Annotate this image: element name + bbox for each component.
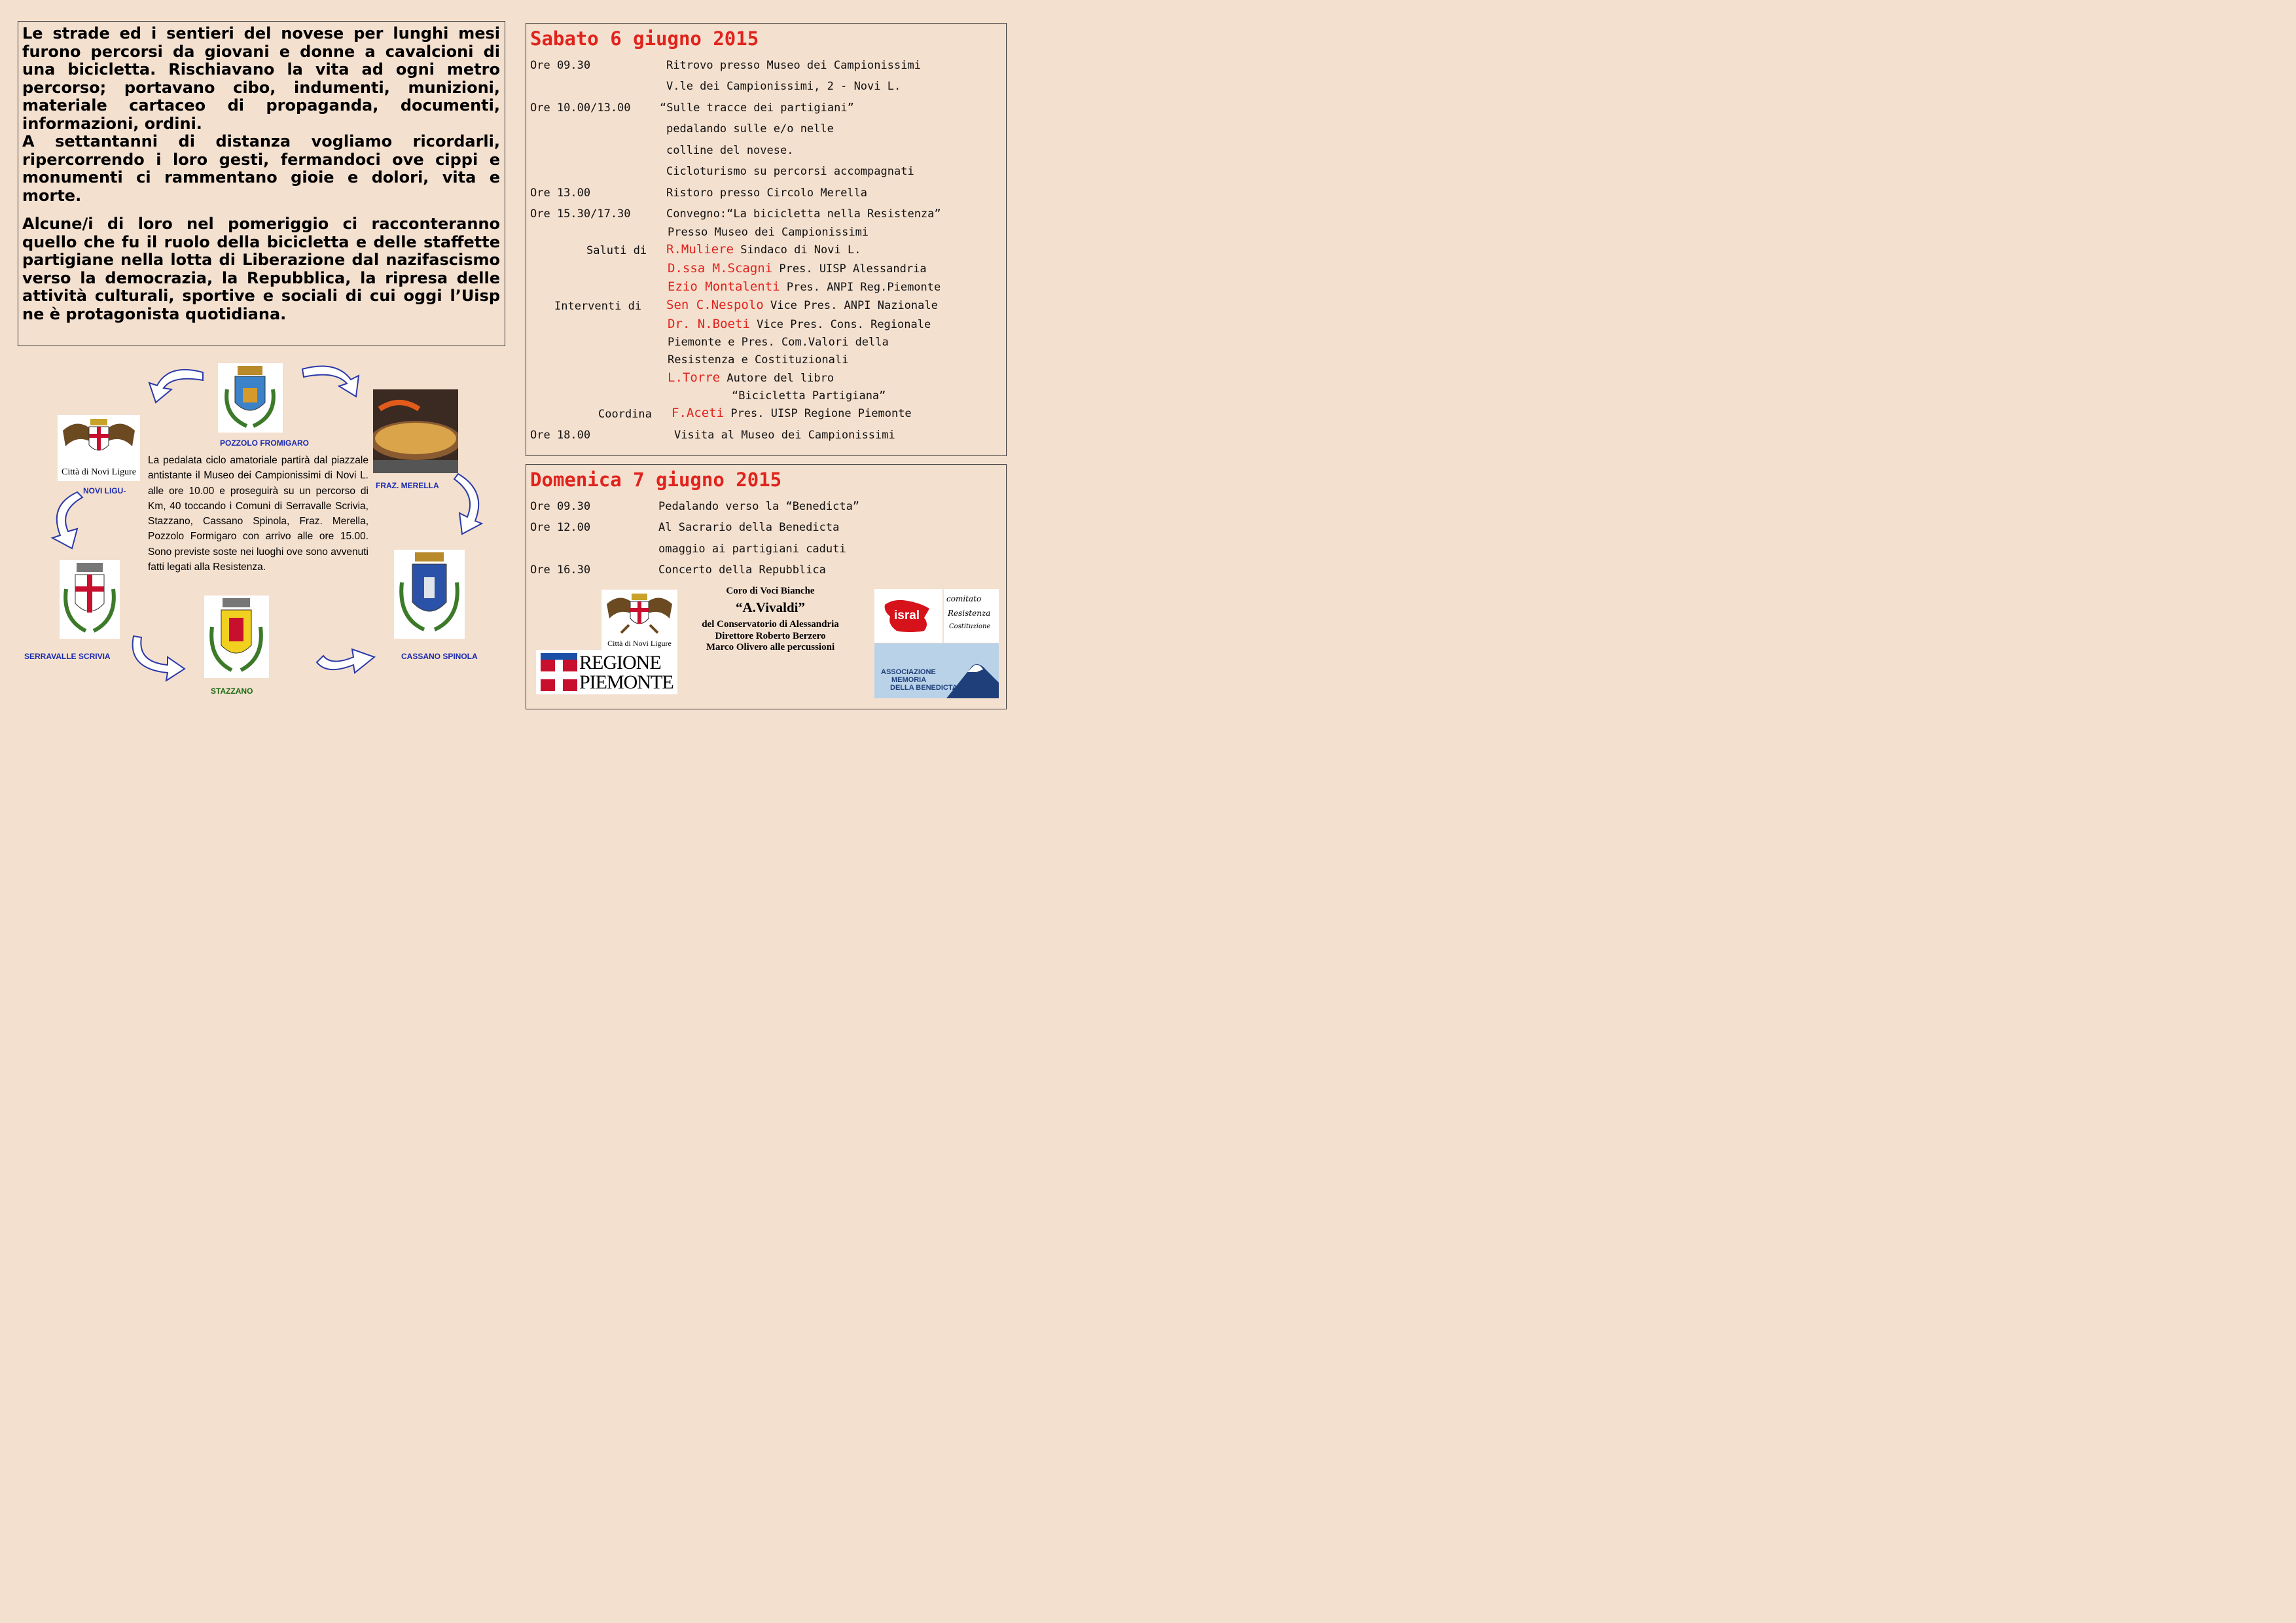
farinata-oven-icon: [373, 389, 458, 473]
program-text: “Bicicletta Partigiana”: [732, 389, 886, 402]
saluti-label: Saluti di: [586, 244, 647, 257]
time-label: Ore 09.30: [530, 500, 591, 513]
speaker-role: Vice Pres. Cons. Regionale: [757, 318, 931, 331]
speaker-line: [666, 298, 938, 312]
logo-caption: Città di Novi Ligure: [607, 639, 672, 648]
time-label: Ore 18.00: [530, 429, 591, 442]
town-label: POZZOLO FROMIGARO: [220, 438, 309, 448]
logo-caption: PIEMONTE: [579, 671, 673, 693]
coordina-label: Coordina: [598, 408, 652, 421]
speaker-name: Ezio Montalenti: [668, 279, 780, 294]
route-arrow-icon: [130, 632, 186, 685]
program-text: Convegno:“La bicicletta nella Resistenza”: [666, 207, 941, 221]
speaker-line: [668, 280, 941, 294]
stazzano-crest: [204, 596, 269, 678]
program-text: Al Sacrario della Benedicta: [658, 521, 840, 534]
coro-line: Direttore Roberto Berzero: [715, 631, 826, 641]
program-text: Presso Museo dei Campionissimi: [668, 226, 869, 239]
town-crest-icon: [60, 560, 120, 639]
time-label: Ore 13.00: [530, 187, 591, 200]
program-text: Ristoro presso Circolo Merella: [666, 187, 868, 200]
program-text: pedalando sulle e/o nelle: [666, 122, 834, 135]
eagle-crest-icon: [58, 415, 140, 467]
speaker-line: [668, 371, 834, 385]
speaker-role: Pres. UISP Alessandria: [779, 262, 927, 276]
speaker-role: Pres. ANPI Reg.Piemonte: [786, 281, 941, 294]
speaker-role: Pres. UISP Regione Piemonte: [730, 407, 912, 420]
route-arrow-icon: [453, 471, 488, 537]
interventi-label: Interventi di: [554, 300, 642, 313]
time-label: Ore 15.30/17.30: [530, 207, 631, 221]
town-label: FRAZ. MERELLA: [376, 481, 439, 490]
program-text: Pedalando verso la “Benedicta”: [658, 500, 860, 513]
program-text: Concerto della Repubblica: [658, 563, 826, 577]
speaker-name: L.Torre: [668, 370, 721, 385]
route-arrow-icon: [143, 363, 208, 405]
eagle-crest-icon: [601, 590, 677, 639]
town-crest-icon: [394, 550, 465, 639]
program-text: Resistenza e Costituzionali: [668, 353, 849, 366]
time-label: Ore 16.30: [530, 563, 591, 577]
intro-paragraph-1: Le strade ed i sentieri del novese per lunghi mesi furono percorsi da giovani e donne a cavalcioni di una bicicletta. Rischiavano la vita ad ogni metro percorso; portavano cibo, indumenti, munizioni, materiale cartaceo di propaganda, documenti, informazioni, ordini.: [22, 24, 500, 133]
piemonte-flag-icon: [541, 653, 577, 691]
intro-paragraph-3: Alcune/i di loro nel pomeriggio ci racconteranno quello che fu il ruolo della bicicletta e delle staffette partigiane nella lotta di Liberazione dal nazifascismo verso la democrazia, la Repubblica, la ripresa delle attività culturali, sportive e sociali di cui oggi l’Uisp ne è protagonista quotidiana.: [22, 215, 500, 323]
speaker-role: Sindaco di Novi L.: [740, 243, 861, 257]
town-label: CASSANO SPINOLA: [401, 652, 478, 661]
town-crest-icon: [204, 596, 269, 678]
program-text: omaggio ai partigiani caduti: [658, 543, 846, 556]
speaker-line: [672, 406, 912, 420]
logo-caption: ASSOCIAZIONE: [881, 668, 936, 676]
coro-line: Marco Olivero alle percussioni: [706, 642, 835, 652]
town-crest-icon: [218, 363, 283, 433]
speaker-name: Sen C.Nespolo: [666, 298, 764, 312]
sunday-title: Domenica 7 giugno 2015: [530, 469, 782, 491]
logo-caption: Resistenza: [948, 609, 991, 618]
route-arrow-icon: [300, 360, 365, 399]
speaker-role: Vice Pres. ANPI Nazionale: [770, 299, 938, 312]
logo-caption: DELLA BENEDICTA: [890, 684, 958, 692]
logo-caption: isral: [894, 609, 920, 622]
pozzolo-crest: [218, 363, 283, 433]
program-text: Piemonte e Pres. Com.Valori della: [668, 336, 889, 349]
cassano-crest: [394, 550, 465, 639]
logo-caption: Città di Novi Ligure: [62, 467, 136, 477]
regione-piemonte-logo: [536, 650, 677, 694]
saturday-title: Sabato 6 giugno 2015: [530, 27, 759, 50]
sunday-program: [526, 464, 1007, 709]
time-label: Ore 10.00/13.00: [530, 101, 631, 115]
town-label: SERRAVALLE SCRIVIA: [24, 652, 111, 661]
logo-caption: REGIONE: [579, 652, 661, 673]
program-text: colline del novese.: [666, 144, 794, 157]
intro-box: [18, 21, 505, 346]
logo-caption: MEMORIA: [891, 676, 927, 684]
program-text: Visita al Museo dei Campionissimi: [674, 429, 895, 442]
isral-logo: [874, 589, 942, 643]
speaker-name: R.Muliere: [666, 242, 734, 257]
novi-ligure-logo: [601, 590, 677, 650]
speaker-role: Autore del libro: [726, 372, 834, 385]
town-label: NOVI LIGU-: [83, 486, 126, 495]
serravalle-crest: [60, 560, 120, 639]
novi-crest: [58, 415, 140, 481]
intro-paragraph-2: A settantanni di distanza vogliamo ricordarli, ripercorrendo i loro gesti, fermandoci ove cippi e monumenti ci rammentano gioie e dolori, vita e morte.: [22, 132, 500, 205]
merella-photo: [373, 389, 458, 473]
program-text: Ritrovo presso Museo dei Campionissimi: [666, 59, 921, 72]
time-label: Ore 09.30: [530, 59, 591, 72]
logo-caption: Costituzione: [949, 623, 991, 630]
coro-name: “A.Vivaldi”: [736, 599, 805, 615]
speaker-line: [668, 262, 927, 276]
benedicta-logo: [874, 643, 999, 698]
town-label: STAZZANO: [211, 687, 253, 696]
route-arrow-icon: [46, 488, 85, 551]
speaker-line: [668, 317, 931, 331]
speaker-name: Dr. N.Boeti: [668, 317, 750, 331]
speaker-name: F.Aceti: [672, 406, 725, 420]
program-text: “Sulle tracce dei partigiani”: [660, 101, 854, 115]
time-label: Ore 12.00: [530, 521, 591, 534]
comitato-logo: [944, 589, 999, 643]
logo-caption: comitato: [946, 594, 982, 603]
coro-line: Coro di Voci Bianche: [726, 586, 815, 596]
route-arrow-icon: [314, 647, 386, 678]
program-text: Cicloturismo su percorsi accompagnati: [666, 165, 914, 178]
speaker-name: D.ssa M.Scagni: [668, 261, 773, 276]
coro-line: del Conservatorio di Alessandria: [702, 619, 839, 630]
saturday-program: [526, 23, 1007, 456]
program-text: V.le dei Campionissimi, 2 - Novi L.: [666, 80, 901, 93]
speaker-line: [666, 243, 861, 257]
route-description: La pedalata ciclo amatoriale partirà dal piazzale antistante il Museo dei Campionissimi di Novi L. alle ore 10.00 e proseguirà su un percorso di Km, 40 toccando i Comuni di Serravalle Scrivia, Stazzano, Cassano Spinola, Fraz. Merella, Pozzolo Formigaro con arrivo alle ore 15.00. Sono previste soste nei luoghi ove sono avvenuti fatti legati alla Resistenza.: [148, 455, 368, 573]
